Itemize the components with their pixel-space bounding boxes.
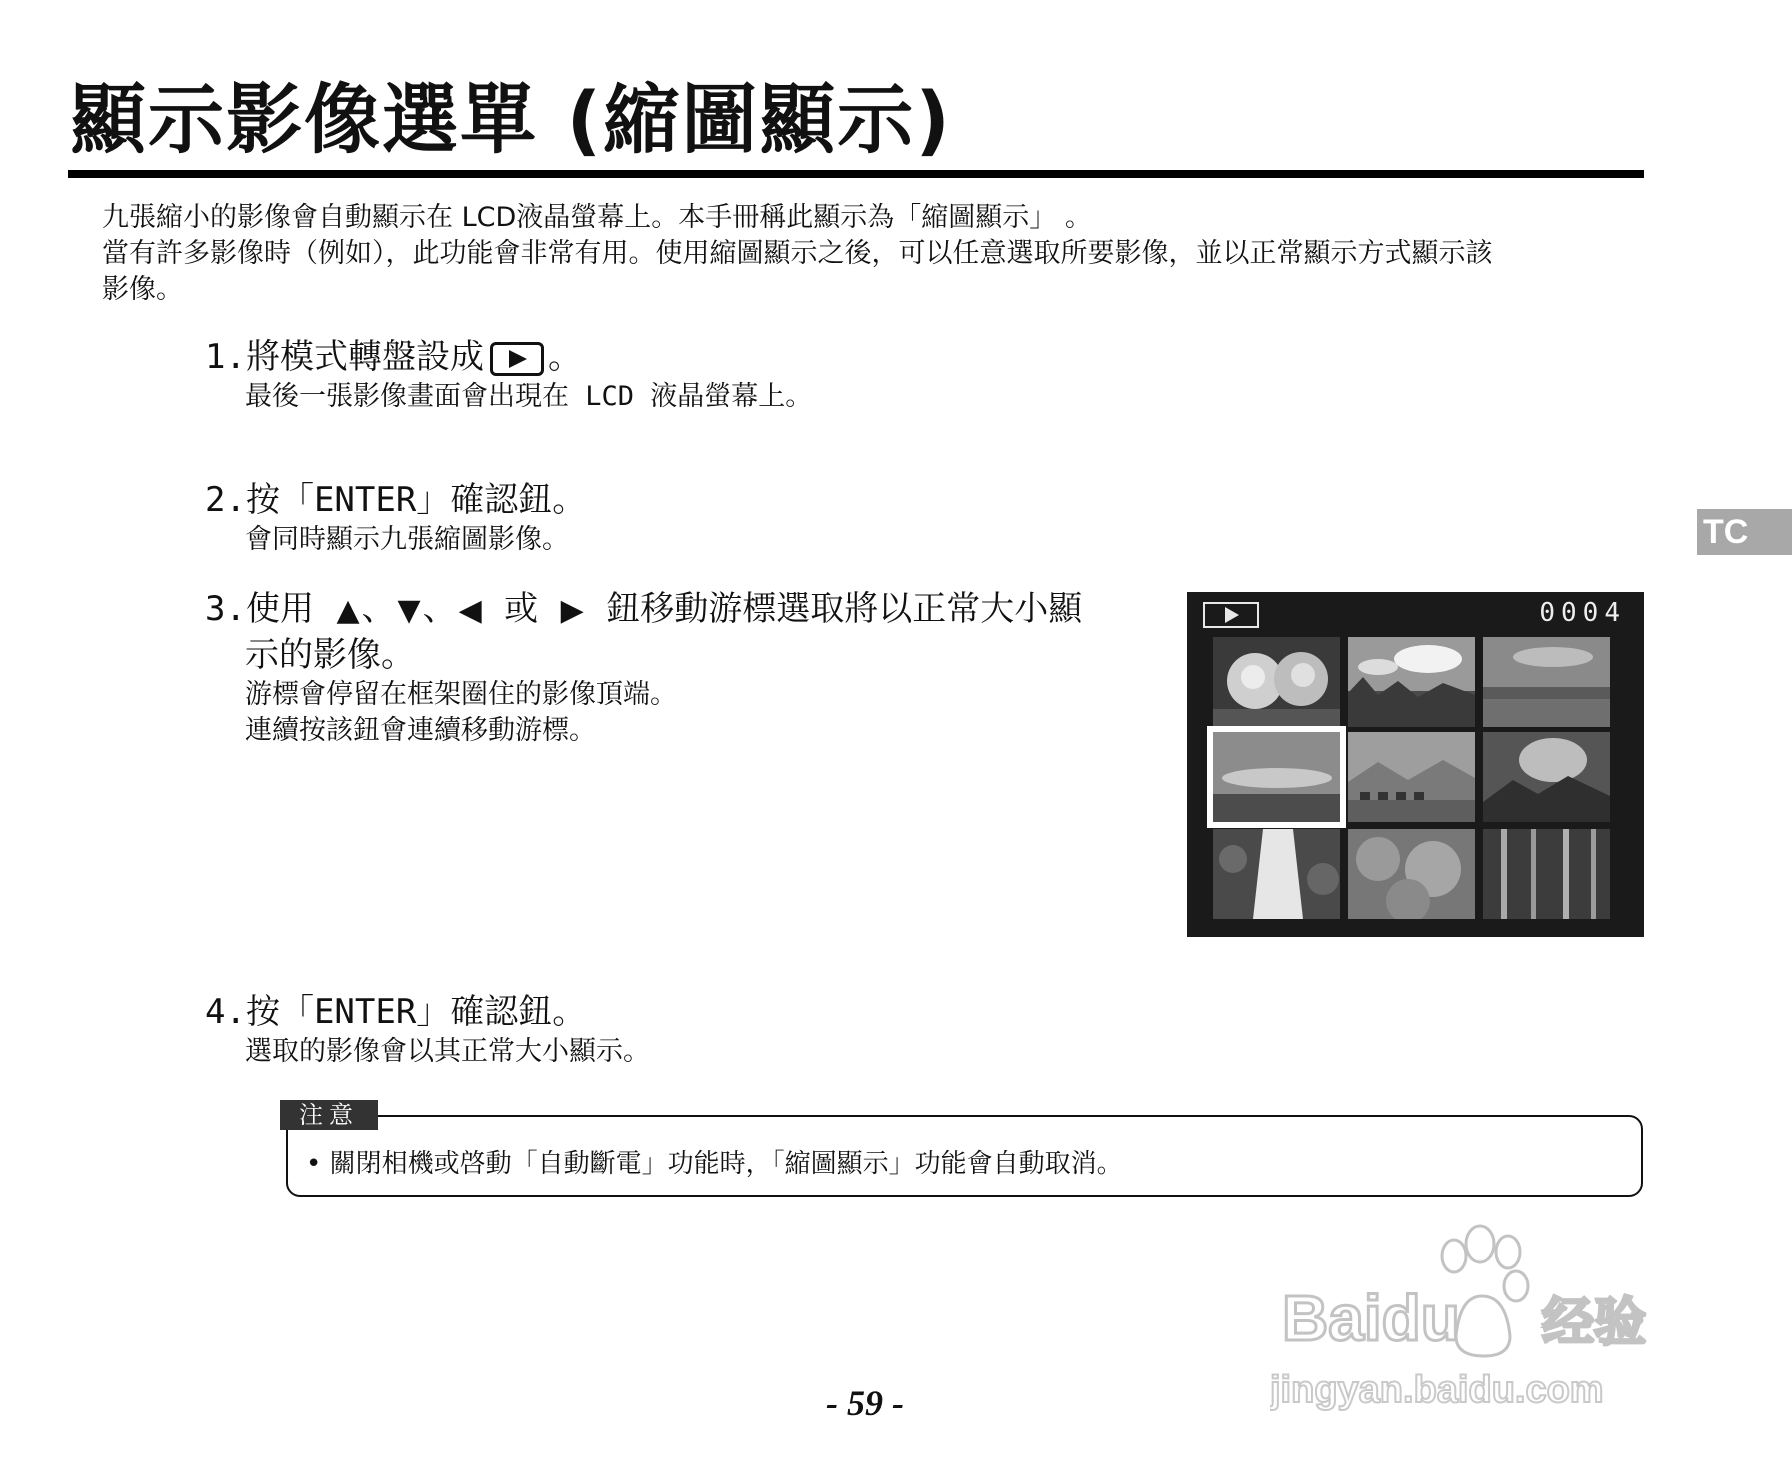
page-number: - 59 - [826, 1383, 904, 1423]
separator: 、 [422, 589, 457, 629]
step-3-text: 3.使用 [205, 589, 314, 629]
play-mode-icon [490, 342, 544, 376]
step-3-detail-2: 連續按該鈕會連續移動游標。 [245, 715, 596, 746]
page-title: 顯示影像選單 (縮圖顯示) [70, 75, 952, 164]
step-3-detail-1: 游標會停留在框架圈住的影像頂端。 [245, 679, 677, 710]
step-3 [205, 587, 1082, 749]
thumbnail-waterfall [1213, 829, 1340, 919]
step-2 [205, 478, 586, 558]
note-label: 注意 [280, 1100, 378, 1130]
baidu-watermark [1270, 1216, 1690, 1416]
thumbnail-huts [1348, 732, 1475, 822]
step-2-detail: 會同時顯示九張縮圖影像。 [245, 524, 569, 555]
step-3-instruction [205, 587, 1082, 633]
step-2-instruction: 2.按「ENTER」確認鈕。 [205, 480, 587, 520]
separator: 、 [361, 589, 396, 629]
watermark-brand: Baidu [1282, 1282, 1460, 1354]
lcd-play-icon [1203, 602, 1259, 628]
watermark-url: jingyan.baidu.com [1270, 1369, 1604, 1411]
watermark-suffix: 经验 [1542, 1293, 1647, 1353]
thumbnail-selected-sea [1213, 732, 1340, 822]
thumbnail-forest [1483, 829, 1610, 919]
or-text: 或 [504, 589, 539, 629]
thumbnail-meadow [1483, 637, 1610, 727]
step-1-text: 1.將模式轉盤設成 [205, 337, 484, 377]
intro-paragraph [102, 200, 1662, 308]
step-4-detail: 選取的影像會以其正常大小顯示。 [245, 1036, 650, 1067]
step-3-text-end: 鈕移動游標選取將以正常大小顯 [606, 589, 1083, 629]
step-1-period: 。 [547, 337, 582, 377]
arrow-right-icon: ▶ [560, 593, 584, 628]
intro-line-2: 當有許多影像時（例如），此功能會非常有用。使用縮圖顯示之後，可以任意選取所要影像，並以正常顯示方式顯示該 [102, 238, 1493, 269]
step-1-instruction [205, 335, 812, 379]
step-1 [205, 335, 812, 415]
step-4-instruction: 4.按「ENTER」確認鈕。 [205, 992, 587, 1032]
image-counter: 0004 [1539, 598, 1626, 628]
note-text [306, 1143, 1123, 1180]
thumbnail-volcano [1483, 732, 1610, 822]
note-message: 關閉相機或啓動「自動斷電」功能時，「縮圖顯示」功能會自動取消。 [329, 1149, 1123, 1179]
thumbnail-foliage [1348, 829, 1475, 919]
arrow-left-icon: ◀ [458, 593, 482, 628]
step-3-instruction-cont: 示的影像。 [245, 635, 415, 675]
intro-line-3: 影像。 [102, 274, 183, 305]
thumbnail-flowers [1213, 637, 1340, 727]
arrow-up-icon: ▲ [336, 593, 360, 628]
intro-line-1: 九張縮小的影像會自動顯示在 LCD液晶螢幕上。本手冊稱此顯示為「縮圖顯示」 。 [102, 202, 1092, 233]
step-4 [205, 990, 650, 1070]
thumbnail-sky-trees [1348, 637, 1475, 727]
bullet: • [306, 1149, 322, 1179]
lcd-thumbnail-screen [1187, 592, 1644, 937]
title-divider [68, 170, 1644, 178]
language-tab: TC [1697, 509, 1792, 555]
arrow-down-icon: ▼ [397, 593, 421, 628]
step-1-detail: 最後一張影像畫面會出現在 LCD 液晶螢幕上。 [245, 381, 813, 412]
